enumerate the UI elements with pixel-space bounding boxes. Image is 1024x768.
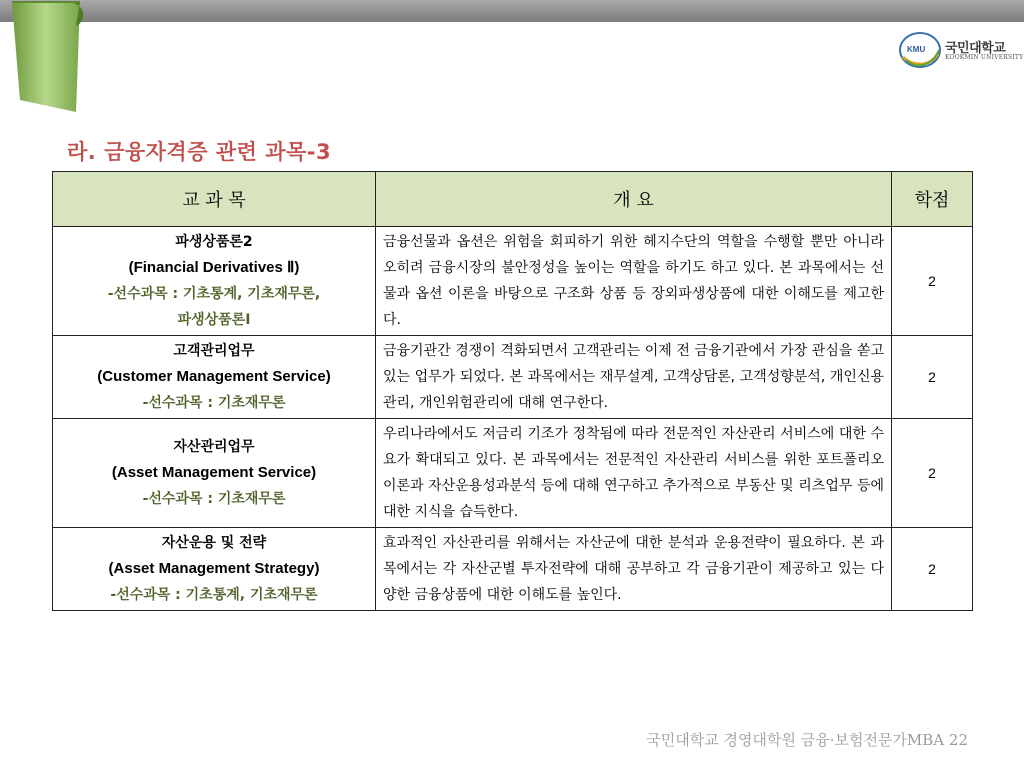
subject-prereq: 파생상품론Ⅰ bbox=[177, 312, 251, 328]
credit-cell: 2 bbox=[892, 419, 973, 528]
credit-cell: 2 bbox=[892, 227, 973, 336]
subject-name-en: (Customer Management Service) bbox=[97, 368, 331, 385]
ribbon-decoration bbox=[10, 0, 88, 118]
logo-name-en: KOOKMIN UNIVERSITY bbox=[945, 54, 1024, 61]
logo-name-kr: 국민대학교 bbox=[945, 41, 1006, 56]
table-row bbox=[53, 419, 973, 528]
table-row bbox=[53, 336, 973, 419]
page-title: 라. 금융자격증 관련 과목-3 bbox=[67, 140, 332, 164]
credit-cell: 2 bbox=[892, 528, 973, 611]
subject-cell bbox=[53, 336, 376, 419]
subject-name-en: (Financial Derivatives Ⅱ) bbox=[128, 259, 300, 276]
subject-name-en: (Asset Management Service) bbox=[111, 464, 317, 481]
header-overview: 개 요 bbox=[376, 172, 892, 227]
subject-name-kr: 자산운용 및 전략 bbox=[161, 535, 267, 551]
svg-text:KMU: KMU bbox=[907, 45, 926, 54]
credit-cell: 2 bbox=[892, 336, 973, 419]
subject-prereq: -선수과목 : 기초통계, 기초재무론 bbox=[110, 587, 318, 603]
header-credit: 학점 bbox=[892, 172, 973, 227]
header-subject: 교 과 목 bbox=[53, 172, 376, 227]
subject-cell bbox=[53, 528, 376, 611]
subject-prereq: -선수과목 : 기초통계, 기초재무론, bbox=[107, 286, 321, 302]
overview-cell: 금융선물과 옵션은 위험을 회피하기 위한 헤지수단의 역할을 수행할 뿐만 아니라 오히려 금융시장의 불안정성을 높이는 역할을 하기도 하고 있다. 본 과목에서는 선물과 옵션 이론을 바탕으로 구조화 상품 등 장외파생상품에 대한 이해도를 제고한다. bbox=[376, 227, 892, 336]
course-table bbox=[52, 171, 973, 611]
overview-cell: 금융기관간 경쟁이 격화되면서 고객관리는 이제 전 금융기관에서 가장 관심을 쏟고 있는 업무가 되었다. 본 과목에서는 재무설계, 고객상담론, 고객성향분석, 개인신용관리, 개인위험관리에 대해 연구한다. bbox=[376, 336, 892, 419]
table-row bbox=[53, 227, 973, 336]
subject-name-kr: 자산관리업무 bbox=[173, 439, 255, 455]
overview-cell: 효과적인 자산관리를 위해서는 자산군에 대한 분석과 운용전략이 필요하다. 본 과목에서는 각 자산군별 투자전략에 대해 공부하고 각 금융기관이 제공하고 있는 다양한 금융상품에 대한 이해도를 높인다. bbox=[376, 528, 892, 611]
subject-cell bbox=[53, 227, 376, 336]
table-row bbox=[53, 528, 973, 611]
subject-name-kr: 고객관리업무 bbox=[173, 343, 255, 359]
overview-cell: 우리나라에서도 저금리 기조가 정착됨에 따라 전문적인 자산관리 서비스에 대한 수요가 확대되고 있다. 본 과목에서는 전문적인 자산관리 서비스를 위한 포트폴리오 이론과 자산운용성과분석 등에 대해 연구하고 추가적으로 부동산 및 리츠업무 등에 대한 지식을 습득한다. bbox=[376, 419, 892, 528]
footer-text: 국민대학교 경영대학원 금융·보험전문가MBA 22 bbox=[646, 731, 968, 749]
subject-prereq: -선수과목 : 기초재무론 bbox=[142, 491, 286, 507]
top-bar bbox=[0, 0, 1024, 22]
subject-name-kr: 파생상품론2 bbox=[175, 234, 253, 250]
subject-name-en: (Asset Management Strategy) bbox=[108, 560, 320, 577]
header-row bbox=[53, 172, 973, 227]
subject-prereq: -선수과목 : 기초재무론 bbox=[142, 395, 286, 411]
subject-cell bbox=[53, 419, 376, 528]
